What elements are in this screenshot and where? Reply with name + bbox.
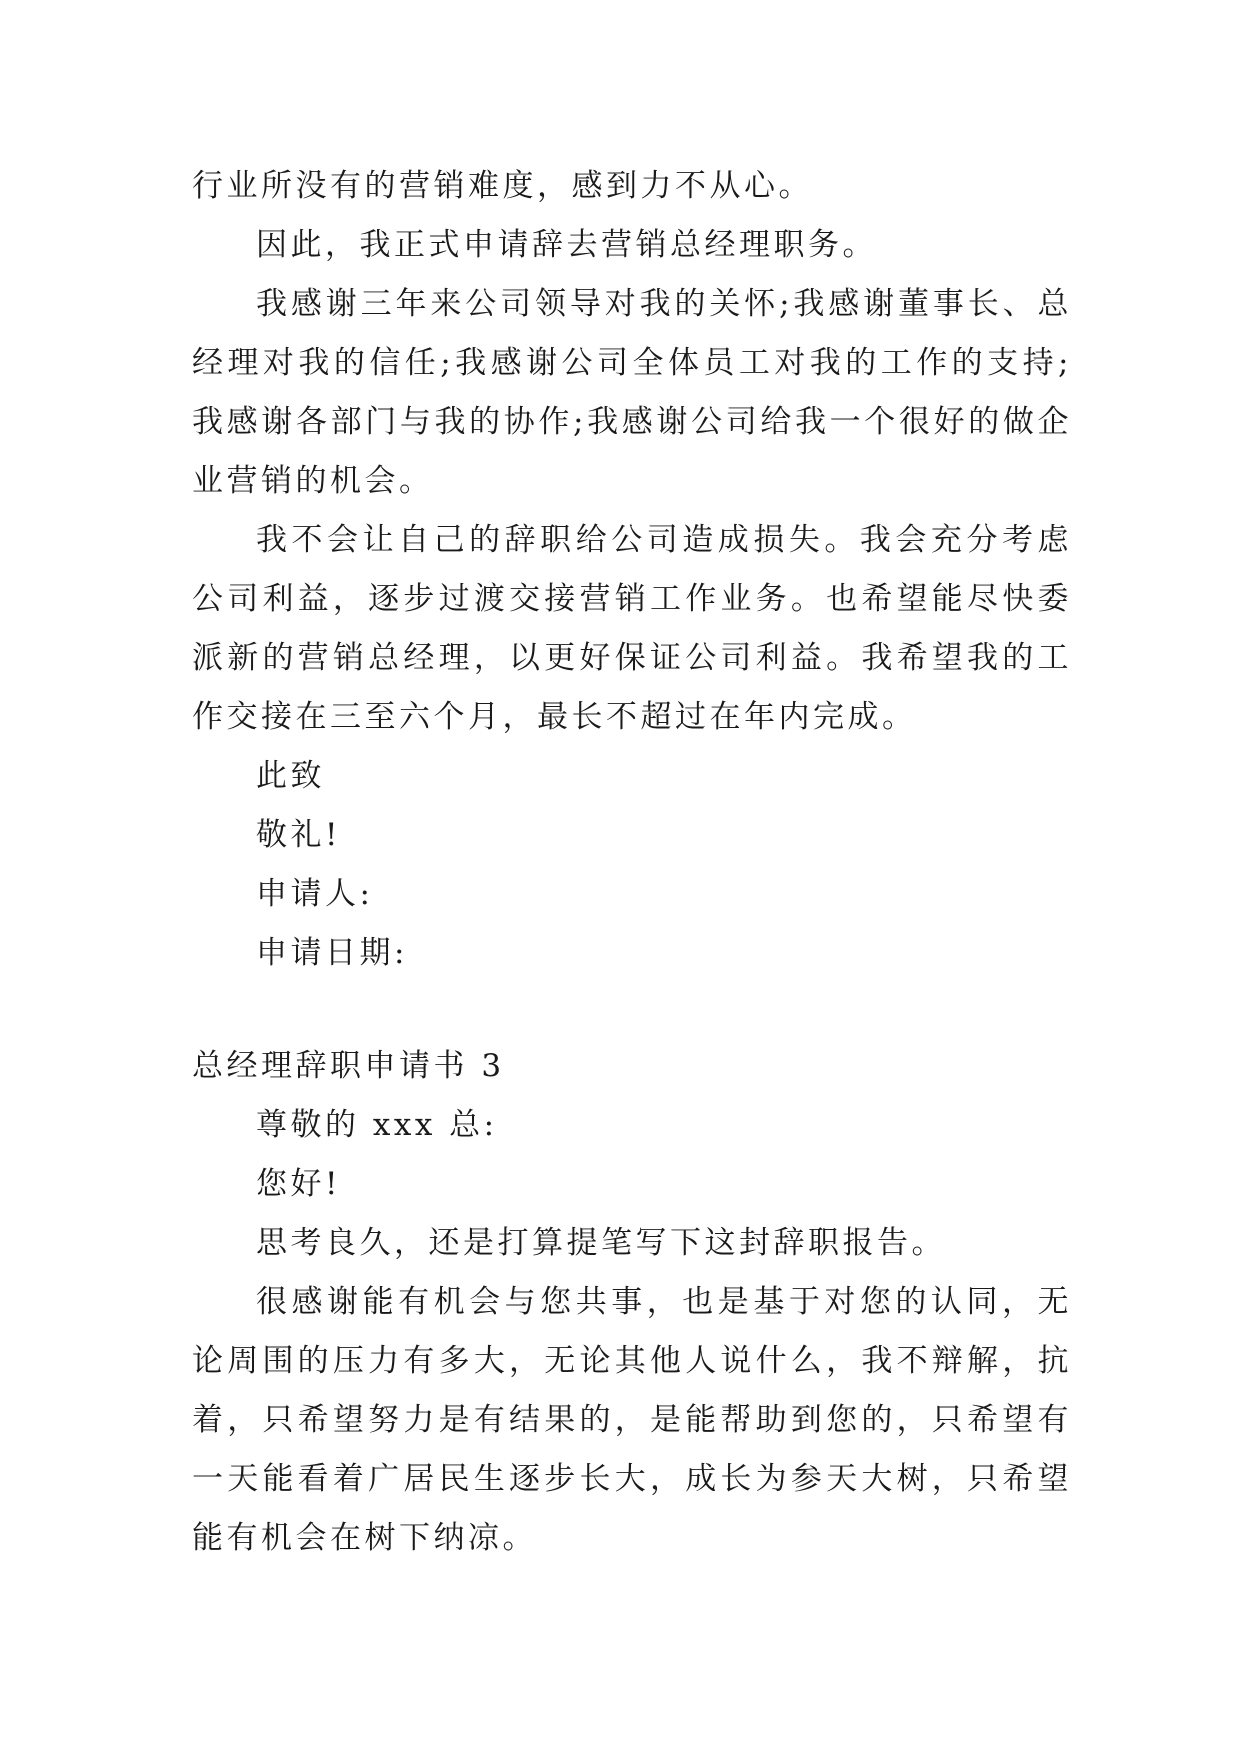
letter-body: 很感谢能有机会与您共事，也是基于对您的认同，无论周围的压力有多大，无论其他人说什么，我不辩解，抗着，只希望努力是有结果的，是能帮助到您的，只希望有一天能看着广居民生逐步长大，成长为参天大树，只希望能有机会在树下纳凉。	[192, 1284, 1072, 1556]
paragraph-continuation: 行业所没有的营销难度，感到力不从心。	[192, 168, 813, 204]
closing-regards: 敬礼!	[256, 817, 341, 853]
section-title: 总经理辞职申请书 3	[192, 1048, 505, 1084]
closing-salutation: 此致	[256, 758, 325, 794]
document-body	[192, 157, 1072, 1568]
paragraph-thanks: 我感谢三年来公司领导对我的关怀;我感谢董事长、总经理对我的信任;我感谢公司全体员工对我的工作的支持;我感谢各部门与我的协作;我感谢公司给我一个很好的做企业营销的机会。	[192, 286, 1072, 499]
paragraph-resignation-statement: 因此，我正式申请辞去营销总经理职务。	[256, 227, 877, 263]
application-date-field: 申请日期:	[256, 935, 408, 971]
letter-greeting: 尊敬的 xxx 总:	[256, 1107, 498, 1143]
applicant-field: 申请人:	[256, 876, 374, 912]
letter-opening: 思考良久，还是打算提笔写下这封辞职报告。	[256, 1225, 946, 1261]
paragraph-handover: 我不会让自己的辞职给公司造成损失。我会充分考虑公司利益，逐步过渡交接营销工作业务。也希望能尽快委派新的营销总经理，以更好保证公司利益。我希望我的工作交接在三至六个月，最长不超过在年内完成。	[192, 522, 1072, 735]
letter-hello: 您好!	[256, 1166, 341, 1202]
